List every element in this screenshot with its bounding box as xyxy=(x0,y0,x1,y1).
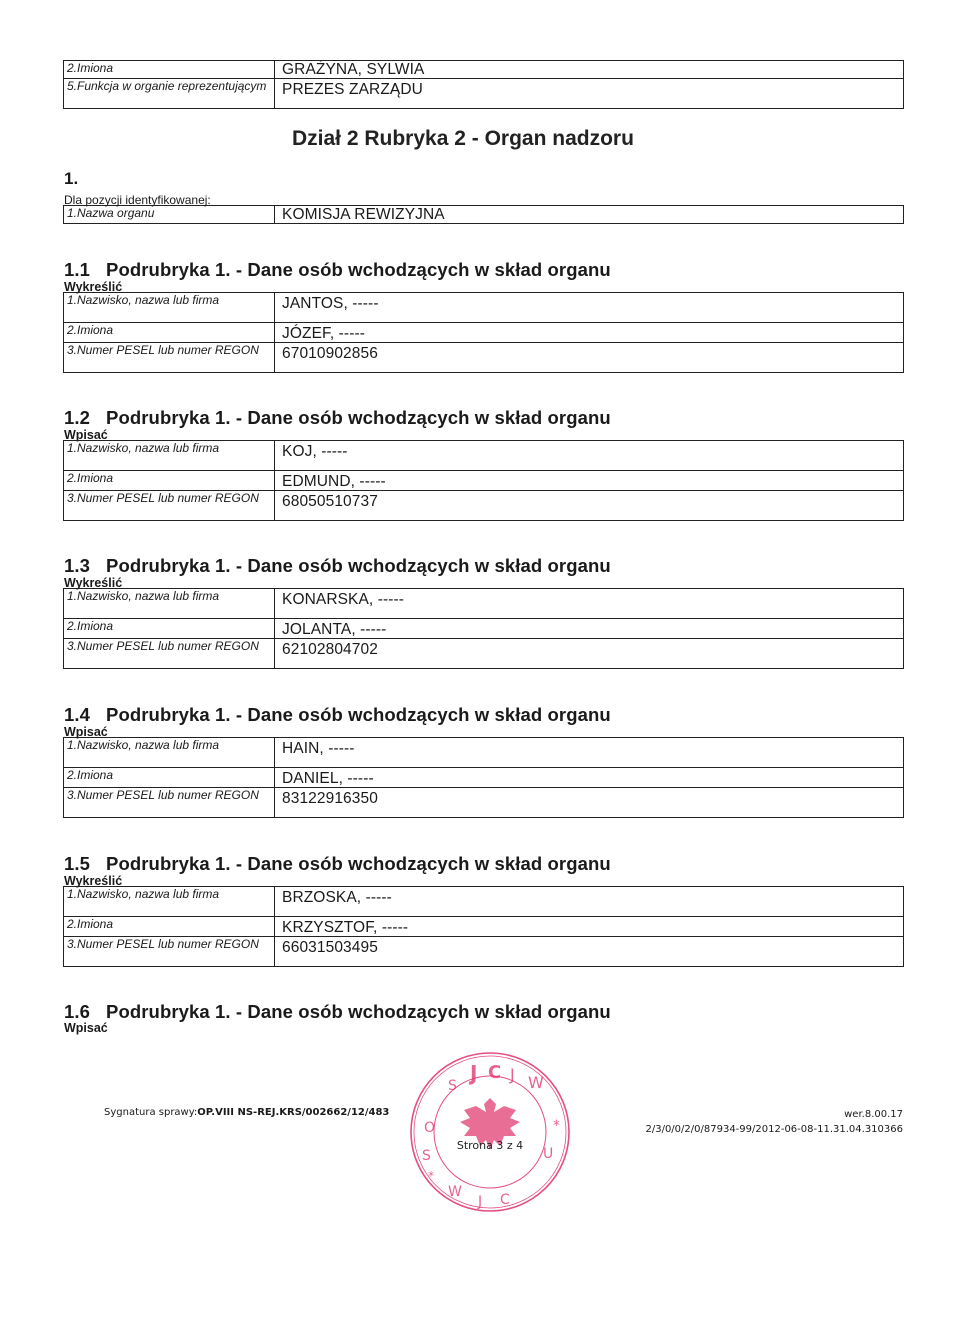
svg-text:C: C xyxy=(500,1192,510,1208)
field-label: 1.Nazwa organu xyxy=(64,206,275,223)
subsection-title: Podrubryka 1. - Dane osób wchodzących w skład organu xyxy=(106,555,611,576)
document-id: 2/3/0/0/2/0/87934-99/2012-06-08-11.31.04.310366 xyxy=(645,1124,903,1135)
subsection-heading xyxy=(64,853,611,875)
subsection-number: 1.4 xyxy=(64,704,91,725)
subsection-heading xyxy=(64,555,611,577)
field-label: 1.Nazwisko, nazwa lub firma xyxy=(64,738,275,767)
table-row xyxy=(64,767,903,787)
field-label: 2.Imiona xyxy=(64,917,275,936)
section-number: 1. xyxy=(64,169,79,188)
svg-text:J: J xyxy=(470,1061,478,1085)
svg-text:*: * xyxy=(428,1169,434,1183)
field-label: 5.Funkcja w organie reprezentującym xyxy=(64,79,275,108)
field-value: GRAŻYNA, SYLWIA xyxy=(282,61,425,78)
field-value: 62102804702 xyxy=(282,641,378,658)
organ-table xyxy=(63,205,904,224)
table-row xyxy=(64,916,903,936)
action-label: Wpisać xyxy=(64,428,108,442)
subsection-title: Podrubryka 1. - Dane osób wchodzących w skład organu xyxy=(106,259,611,280)
subsection-title: Podrubryka 1. - Dane osób wchodzących w skład organu xyxy=(106,704,611,725)
field-value: 67010902856 xyxy=(282,345,378,362)
field-value: 66031503495 xyxy=(282,939,378,956)
field-value: 83122916350 xyxy=(282,790,378,807)
subsection-heading xyxy=(64,704,611,726)
table-row xyxy=(64,470,903,490)
subsection-heading xyxy=(64,1001,611,1023)
court-seal xyxy=(408,1050,572,1214)
field-value: KOMISJA REWIZYJNA xyxy=(282,206,445,223)
svg-text:S: S xyxy=(422,1148,431,1164)
svg-text:O: O xyxy=(424,1120,436,1136)
subsection-number: 1.2 xyxy=(64,407,91,428)
action-label: Wykreślić xyxy=(64,576,123,590)
table-row xyxy=(64,738,903,767)
person-table xyxy=(63,588,904,669)
case-value: OP.VIII NS-REJ.KRS/002662/12/483 xyxy=(197,1107,390,1118)
field-label: 3.Numer PESEL lub numer REGON xyxy=(64,788,275,817)
action-label: Wpisać xyxy=(64,1021,108,1035)
person-table xyxy=(63,292,904,373)
field-label: 2.Imiona xyxy=(64,768,275,787)
field-value: PREZES ZARZĄDU xyxy=(282,81,423,98)
action-label: Wykreślić xyxy=(64,874,123,888)
svg-text:C: C xyxy=(488,1062,502,1083)
footer-meta xyxy=(645,1107,903,1137)
field-label: 2.Imiona xyxy=(64,61,275,78)
field-value: JANTOS, ----- xyxy=(282,295,379,312)
case-signature xyxy=(104,1107,389,1118)
svg-text:*: * xyxy=(553,1118,560,1134)
table-row xyxy=(64,293,903,322)
person-table xyxy=(63,886,904,967)
svg-text:W: W xyxy=(528,1073,544,1092)
field-value: HAIN, ----- xyxy=(282,740,355,757)
table-row xyxy=(64,887,903,916)
svg-text:S: S xyxy=(448,1078,457,1094)
field-value: JOLANTA, ----- xyxy=(282,621,387,638)
subsection-number: 1.3 xyxy=(64,555,91,576)
field-value: KOJ, ----- xyxy=(282,443,348,460)
field-value: BRZOSKA, ----- xyxy=(282,889,392,906)
svg-text:J: J xyxy=(478,1194,483,1210)
table-row xyxy=(64,78,903,108)
action-label: Wykreślić xyxy=(64,280,123,294)
field-value: KRZYSZTOF, ----- xyxy=(282,919,409,936)
table-row xyxy=(64,490,903,520)
field-value: 68050510737 xyxy=(282,493,378,510)
table-row xyxy=(64,936,903,966)
field-value: JÓZEF, ----- xyxy=(282,325,365,342)
svg-text:W: W xyxy=(448,1184,462,1200)
subsection-heading xyxy=(64,259,611,281)
field-label: 3.Numer PESEL lub numer REGON xyxy=(64,491,275,520)
field-label: 2.Imiona xyxy=(64,323,275,342)
table-row xyxy=(64,61,903,78)
top-table xyxy=(63,60,904,109)
field-label: 2.Imiona xyxy=(64,619,275,638)
svg-text:J: J xyxy=(510,1065,515,1084)
table-row xyxy=(64,787,903,817)
field-label: 1.Nazwisko, nazwa lub firma xyxy=(64,293,275,322)
svg-text:U: U xyxy=(543,1146,554,1162)
field-label: 2.Imiona xyxy=(64,471,275,490)
table-row xyxy=(64,618,903,638)
positions-label: Dla pozycji identyfikowanej: xyxy=(64,193,211,207)
field-label: 3.Numer PESEL lub numer REGON xyxy=(64,937,275,966)
version-label: wer.8.00.17 xyxy=(844,1109,903,1120)
section-title: Dział 2 Rubryka 2 - Organ nadzoru xyxy=(292,127,634,150)
table-row xyxy=(64,322,903,342)
subsection-title: Podrubryka 1. - Dane osób wchodzących w skład organu xyxy=(106,853,611,874)
field-value: EDMUND, ----- xyxy=(282,473,386,490)
table-row xyxy=(64,206,903,223)
field-value: KONARSKA, ----- xyxy=(282,591,405,608)
field-value: DANIEL, ----- xyxy=(282,770,374,787)
field-label: 1.Nazwisko, nazwa lub firma xyxy=(64,887,275,916)
action-label: Wpisać xyxy=(64,725,108,739)
case-label: Sygnatura sprawy: xyxy=(104,1107,198,1118)
subsection-heading xyxy=(64,407,611,429)
table-row xyxy=(64,638,903,668)
table-row xyxy=(64,441,903,470)
subsection-title: Podrubryka 1. - Dane osób wchodzących w skład organu xyxy=(106,1001,611,1022)
person-table xyxy=(63,737,904,818)
subsection-number: 1.6 xyxy=(64,1001,91,1022)
field-label: 1.Nazwisko, nazwa lub firma xyxy=(64,589,275,618)
subsection-number: 1.5 xyxy=(64,853,91,874)
field-label: 1.Nazwisko, nazwa lub firma xyxy=(64,441,275,470)
subsection-title: Podrubryka 1. - Dane osób wchodzących w skład organu xyxy=(106,407,611,428)
stamp-page-text: Strona 3 z 4 xyxy=(456,1139,524,1152)
person-table xyxy=(63,440,904,521)
table-row xyxy=(64,342,903,372)
field-label: 3.Numer PESEL lub numer REGON xyxy=(64,343,275,372)
subsection-number: 1.1 xyxy=(64,259,91,280)
field-label: 3.Numer PESEL lub numer REGON xyxy=(64,639,275,668)
table-row xyxy=(64,589,903,618)
